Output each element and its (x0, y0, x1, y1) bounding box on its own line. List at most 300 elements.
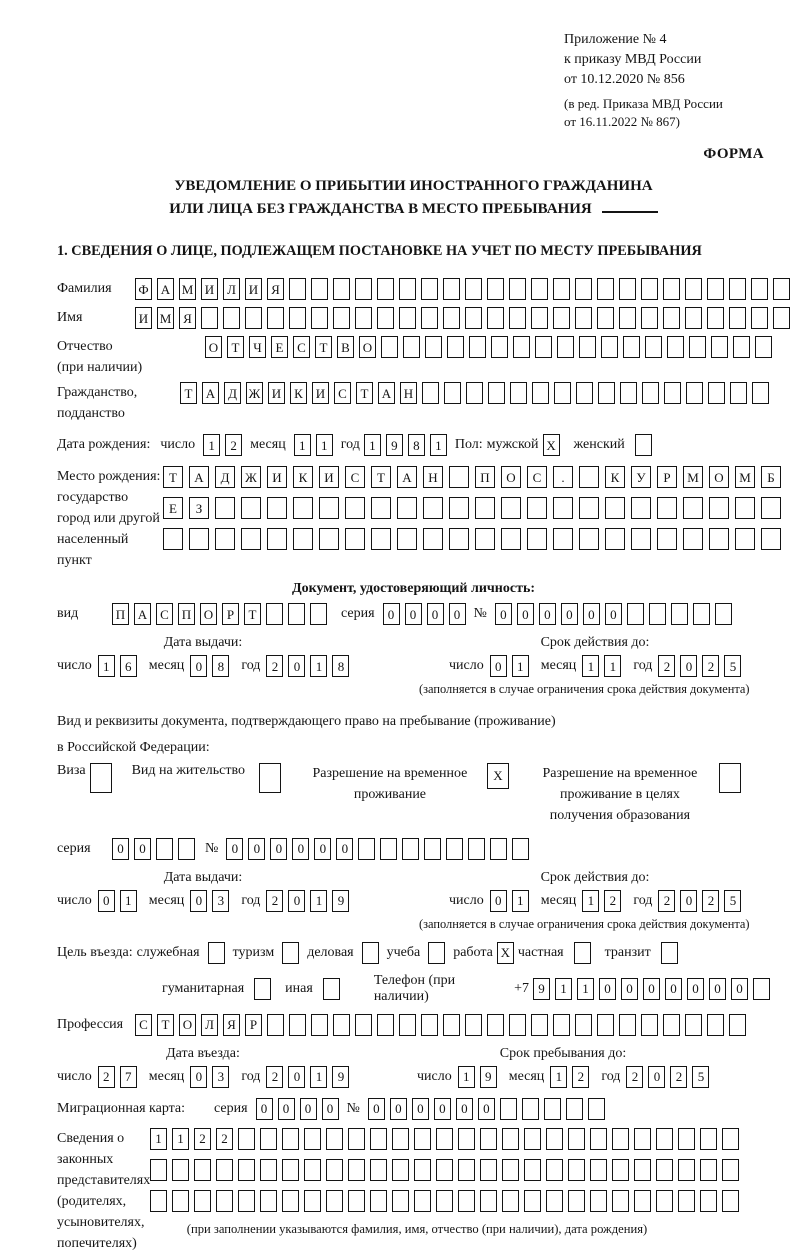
char-cell[interactable] (289, 307, 306, 329)
char-cell[interactable] (708, 382, 725, 404)
char-cell[interactable] (399, 1014, 416, 1036)
char-cell[interactable]: 2 (216, 1128, 233, 1150)
char-cell[interactable]: 2 (194, 1128, 211, 1150)
char-cell[interactable] (444, 382, 461, 404)
char-cell[interactable] (289, 1014, 306, 1036)
char-cell[interactable] (641, 307, 658, 329)
char-cell[interactable]: Б (761, 466, 781, 488)
char-cell[interactable] (755, 336, 772, 358)
char-cell[interactable] (612, 1128, 629, 1150)
char-cell[interactable]: 0 (561, 603, 578, 625)
purpose-work-checkbox[interactable]: X (497, 942, 514, 964)
char-cell[interactable]: 0 (665, 978, 682, 1000)
char-cell[interactable] (282, 1190, 299, 1212)
char-cell[interactable] (553, 307, 570, 329)
char-cell[interactable] (397, 497, 417, 519)
char-cell[interactable]: И (319, 466, 339, 488)
purpose-private-checkbox[interactable] (574, 942, 591, 964)
char-cell[interactable] (527, 497, 547, 519)
char-cell[interactable]: П (112, 603, 129, 625)
char-cell[interactable] (522, 1098, 539, 1120)
char-cell[interactable]: О (200, 603, 217, 625)
char-cell[interactable]: 2 (658, 890, 675, 912)
char-cell[interactable]: П (475, 466, 495, 488)
char-cell[interactable] (532, 382, 549, 404)
char-cell[interactable] (620, 382, 637, 404)
char-cell[interactable] (355, 1014, 372, 1036)
char-cell[interactable]: 0 (288, 890, 305, 912)
char-cell[interactable] (634, 1159, 651, 1181)
char-cell[interactable] (475, 528, 495, 550)
char-cell[interactable] (709, 528, 729, 550)
char-cell[interactable] (683, 528, 703, 550)
char-cell[interactable]: А (378, 382, 395, 404)
char-cell[interactable] (436, 1190, 453, 1212)
char-cell[interactable] (634, 1128, 651, 1150)
char-cell[interactable] (722, 1190, 739, 1212)
char-cell[interactable] (446, 838, 463, 860)
char-cell[interactable]: 1 (604, 655, 621, 677)
char-cell[interactable] (773, 307, 790, 329)
char-cell[interactable] (729, 1014, 746, 1036)
char-cell[interactable]: С (334, 382, 351, 404)
char-cell[interactable] (423, 528, 443, 550)
char-cell[interactable]: 0 (605, 603, 622, 625)
char-cell[interactable] (465, 307, 482, 329)
char-cell[interactable] (480, 1128, 497, 1150)
char-cell[interactable] (345, 528, 365, 550)
char-cell[interactable] (575, 278, 592, 300)
char-cell[interactable] (371, 528, 391, 550)
char-cell[interactable]: . (553, 466, 573, 488)
char-cell[interactable]: 2 (626, 1066, 643, 1088)
char-cell[interactable]: 0 (368, 1098, 385, 1120)
char-cell[interactable] (685, 1014, 702, 1036)
char-cell[interactable] (487, 307, 504, 329)
char-cell[interactable] (421, 278, 438, 300)
char-cell[interactable] (399, 278, 416, 300)
char-cell[interactable]: В (337, 336, 354, 358)
char-cell[interactable] (678, 1159, 695, 1181)
char-cell[interactable]: 0 (336, 838, 353, 860)
char-cell[interactable] (156, 838, 173, 860)
char-cell[interactable] (377, 278, 394, 300)
char-cell[interactable] (510, 382, 527, 404)
char-cell[interactable]: С (293, 336, 310, 358)
char-cell[interactable] (371, 497, 391, 519)
char-cell[interactable] (579, 466, 599, 488)
char-cell[interactable]: 1 (310, 655, 327, 677)
char-cell[interactable]: 1 (98, 655, 115, 677)
char-cell[interactable]: Ч (249, 336, 266, 358)
char-cell[interactable] (326, 1190, 343, 1212)
char-cell[interactable] (194, 1190, 211, 1212)
char-cell[interactable] (656, 1159, 673, 1181)
char-cell[interactable]: О (709, 466, 729, 488)
char-cell[interactable]: 9 (386, 434, 403, 456)
char-cell[interactable]: С (345, 466, 365, 488)
char-cell[interactable] (568, 1128, 585, 1150)
char-cell[interactable] (475, 497, 495, 519)
char-cell[interactable] (546, 1128, 563, 1150)
char-cell[interactable] (531, 1014, 548, 1036)
char-cell[interactable] (623, 336, 640, 358)
char-cell[interactable]: 3 (212, 890, 229, 912)
char-cell[interactable]: Ф (135, 278, 152, 300)
char-cell[interactable] (700, 1128, 717, 1150)
char-cell[interactable] (722, 1159, 739, 1181)
char-cell[interactable]: Д (215, 466, 235, 488)
char-cell[interactable] (590, 1128, 607, 1150)
char-cell[interactable] (553, 1014, 570, 1036)
char-cell[interactable] (370, 1159, 387, 1181)
char-cell[interactable]: Т (180, 382, 197, 404)
char-cell[interactable] (238, 1159, 255, 1181)
char-cell[interactable]: 1 (555, 978, 572, 1000)
char-cell[interactable]: 1 (120, 890, 137, 912)
char-cell[interactable] (282, 1128, 299, 1150)
char-cell[interactable] (751, 307, 768, 329)
char-cell[interactable]: Т (244, 603, 261, 625)
char-cell[interactable]: 0 (648, 1066, 665, 1088)
char-cell[interactable] (588, 1098, 605, 1120)
char-cell[interactable]: С (527, 466, 547, 488)
residence-permit-checkbox[interactable] (259, 763, 281, 793)
char-cell[interactable]: Я (179, 307, 196, 329)
char-cell[interactable] (619, 1014, 636, 1036)
char-cell[interactable]: 0 (190, 655, 207, 677)
char-cell[interactable] (201, 307, 218, 329)
char-cell[interactable]: 0 (300, 1098, 317, 1120)
char-cell[interactable]: 0 (390, 1098, 407, 1120)
char-cell[interactable] (414, 1159, 431, 1181)
char-cell[interactable]: М (157, 307, 174, 329)
char-cell[interactable]: И (245, 278, 262, 300)
char-cell[interactable]: 2 (225, 434, 242, 456)
char-cell[interactable] (241, 497, 261, 519)
char-cell[interactable]: 1 (582, 655, 599, 677)
char-cell[interactable] (693, 603, 710, 625)
char-cell[interactable]: 0 (709, 978, 726, 1000)
char-cell[interactable] (707, 1014, 724, 1036)
purpose-humanitarian-checkbox[interactable] (254, 978, 271, 1000)
char-cell[interactable] (645, 336, 662, 358)
char-cell[interactable] (215, 497, 235, 519)
char-cell[interactable]: 1 (310, 890, 327, 912)
char-cell[interactable] (392, 1190, 409, 1212)
char-cell[interactable] (449, 528, 469, 550)
char-cell[interactable] (641, 278, 658, 300)
char-cell[interactable] (597, 1014, 614, 1036)
char-cell[interactable] (649, 603, 666, 625)
char-cell[interactable]: Т (371, 466, 391, 488)
char-cell[interactable]: 0 (405, 603, 422, 625)
char-cell[interactable]: М (735, 466, 755, 488)
char-cell[interactable] (761, 528, 781, 550)
char-cell[interactable] (590, 1159, 607, 1181)
char-cell[interactable] (189, 528, 209, 550)
char-cell[interactable] (163, 528, 183, 550)
char-cell[interactable]: 0 (621, 978, 638, 1000)
char-cell[interactable] (641, 1014, 658, 1036)
char-cell[interactable] (773, 278, 790, 300)
char-cell[interactable]: К (605, 466, 625, 488)
char-cell[interactable]: 2 (702, 890, 719, 912)
char-cell[interactable]: 0 (490, 655, 507, 677)
char-cell[interactable] (627, 603, 644, 625)
char-cell[interactable] (449, 497, 469, 519)
char-cell[interactable] (260, 1128, 277, 1150)
char-cell[interactable] (223, 307, 240, 329)
char-cell[interactable] (657, 497, 677, 519)
char-cell[interactable] (502, 1128, 519, 1150)
char-cell[interactable]: 8 (332, 655, 349, 677)
char-cell[interactable]: 0 (278, 1098, 295, 1120)
char-cell[interactable] (333, 1014, 350, 1036)
char-cell[interactable] (566, 1098, 583, 1120)
purpose-study-checkbox[interactable] (428, 942, 445, 964)
char-cell[interactable] (424, 838, 441, 860)
char-cell[interactable]: 1 (582, 890, 599, 912)
char-cell[interactable] (685, 278, 702, 300)
char-cell[interactable] (711, 336, 728, 358)
char-cell[interactable] (664, 382, 681, 404)
char-cell[interactable] (355, 278, 372, 300)
char-cell[interactable] (663, 1014, 680, 1036)
char-cell[interactable] (656, 1190, 673, 1212)
char-cell[interactable] (311, 278, 328, 300)
char-cell[interactable]: О (501, 466, 521, 488)
char-cell[interactable] (557, 336, 574, 358)
char-cell[interactable] (700, 1190, 717, 1212)
char-cell[interactable] (761, 497, 781, 519)
char-cell[interactable]: А (202, 382, 219, 404)
char-cell[interactable]: 0 (322, 1098, 339, 1120)
char-cell[interactable] (468, 838, 485, 860)
char-cell[interactable] (707, 307, 724, 329)
char-cell[interactable] (612, 1159, 629, 1181)
char-cell[interactable] (531, 278, 548, 300)
char-cell[interactable] (348, 1159, 365, 1181)
char-cell[interactable]: Р (657, 466, 677, 488)
char-cell[interactable] (304, 1190, 321, 1212)
temp-residence-checkbox[interactable]: X (487, 763, 509, 789)
char-cell[interactable] (509, 307, 526, 329)
char-cell[interactable]: М (179, 278, 196, 300)
char-cell[interactable] (524, 1190, 541, 1212)
char-cell[interactable] (304, 1128, 321, 1150)
char-cell[interactable] (590, 1190, 607, 1212)
char-cell[interactable] (458, 1159, 475, 1181)
char-cell[interactable] (524, 1159, 541, 1181)
char-cell[interactable] (216, 1190, 233, 1212)
char-cell[interactable]: 2 (572, 1066, 589, 1088)
char-cell[interactable] (241, 528, 261, 550)
char-cell[interactable] (377, 1014, 394, 1036)
char-cell[interactable]: 0 (731, 978, 748, 1000)
char-cell[interactable] (752, 382, 769, 404)
char-cell[interactable]: А (189, 466, 209, 488)
char-cell[interactable] (414, 1190, 431, 1212)
char-cell[interactable]: Ж (241, 466, 261, 488)
char-cell[interactable] (172, 1159, 189, 1181)
char-cell[interactable]: 1 (550, 1066, 567, 1088)
char-cell[interactable] (509, 278, 526, 300)
char-cell[interactable] (480, 1159, 497, 1181)
char-cell[interactable] (575, 307, 592, 329)
char-cell[interactable] (568, 1190, 585, 1212)
char-cell[interactable]: 0 (434, 1098, 451, 1120)
char-cell[interactable]: 2 (98, 1066, 115, 1088)
char-cell[interactable] (377, 307, 394, 329)
char-cell[interactable] (733, 336, 750, 358)
char-cell[interactable] (500, 1098, 517, 1120)
char-cell[interactable] (326, 1159, 343, 1181)
char-cell[interactable] (535, 336, 552, 358)
char-cell[interactable]: С (135, 1014, 152, 1036)
char-cell[interactable] (288, 603, 305, 625)
char-cell[interactable]: 1 (203, 434, 220, 456)
char-cell[interactable] (707, 278, 724, 300)
char-cell[interactable] (397, 528, 417, 550)
char-cell[interactable] (421, 1014, 438, 1036)
char-cell[interactable]: 1 (150, 1128, 167, 1150)
char-cell[interactable]: 0 (490, 890, 507, 912)
char-cell[interactable]: 9 (332, 1066, 349, 1088)
char-cell[interactable]: 2 (702, 655, 719, 677)
char-cell[interactable] (663, 278, 680, 300)
char-cell[interactable] (642, 382, 659, 404)
char-cell[interactable]: 9 (533, 978, 550, 1000)
char-cell[interactable]: 9 (480, 1066, 497, 1088)
char-cell[interactable]: 1 (294, 434, 311, 456)
char-cell[interactable]: 1 (577, 978, 594, 1000)
char-cell[interactable] (267, 1014, 284, 1036)
char-cell[interactable] (423, 497, 443, 519)
char-cell[interactable] (487, 278, 504, 300)
char-cell[interactable] (348, 1190, 365, 1212)
char-cell[interactable] (663, 307, 680, 329)
purpose-business-checkbox[interactable] (362, 942, 379, 964)
char-cell[interactable]: А (134, 603, 151, 625)
char-cell[interactable]: 1 (512, 655, 529, 677)
char-cell[interactable] (678, 1128, 695, 1150)
char-cell[interactable] (730, 382, 747, 404)
char-cell[interactable] (685, 307, 702, 329)
char-cell[interactable] (447, 336, 464, 358)
char-cell[interactable] (689, 336, 706, 358)
char-cell[interactable] (293, 497, 313, 519)
char-cell[interactable] (449, 466, 469, 488)
char-cell[interactable] (310, 603, 327, 625)
char-cell[interactable] (619, 307, 636, 329)
char-cell[interactable] (490, 838, 507, 860)
char-cell[interactable] (178, 838, 195, 860)
visa-checkbox[interactable] (90, 763, 112, 793)
char-cell[interactable] (267, 307, 284, 329)
char-cell[interactable] (612, 1190, 629, 1212)
char-cell[interactable] (266, 603, 283, 625)
char-cell[interactable] (326, 1128, 343, 1150)
char-cell[interactable] (715, 603, 732, 625)
char-cell[interactable] (421, 307, 438, 329)
char-cell[interactable]: Т (315, 336, 332, 358)
char-cell[interactable] (491, 336, 508, 358)
char-cell[interactable] (215, 528, 235, 550)
char-cell[interactable]: 0 (98, 890, 115, 912)
char-cell[interactable] (345, 497, 365, 519)
char-cell[interactable]: О (205, 336, 222, 358)
char-cell[interactable] (568, 1159, 585, 1181)
char-cell[interactable]: 0 (270, 838, 287, 860)
char-cell[interactable] (469, 336, 486, 358)
char-cell[interactable]: И (312, 382, 329, 404)
char-cell[interactable]: Т (356, 382, 373, 404)
char-cell[interactable] (753, 978, 770, 1000)
char-cell[interactable] (546, 1190, 563, 1212)
char-cell[interactable] (553, 278, 570, 300)
char-cell[interactable]: 6 (120, 655, 137, 677)
purpose-other-checkbox[interactable] (323, 978, 340, 1000)
char-cell[interactable]: Д (224, 382, 241, 404)
char-cell[interactable]: 1 (458, 1066, 475, 1088)
char-cell[interactable]: 0 (288, 655, 305, 677)
char-cell[interactable] (487, 1014, 504, 1036)
char-cell[interactable] (443, 307, 460, 329)
char-cell[interactable] (392, 1128, 409, 1150)
char-cell[interactable] (667, 336, 684, 358)
char-cell[interactable]: Я (267, 278, 284, 300)
char-cell[interactable] (333, 307, 350, 329)
char-cell[interactable] (657, 528, 677, 550)
char-cell[interactable] (304, 1159, 321, 1181)
char-cell[interactable] (260, 1190, 277, 1212)
char-cell[interactable] (512, 838, 529, 860)
char-cell[interactable] (465, 1014, 482, 1036)
char-cell[interactable] (671, 603, 688, 625)
char-cell[interactable] (700, 1159, 717, 1181)
char-cell[interactable]: 1 (316, 434, 333, 456)
char-cell[interactable]: О (179, 1014, 196, 1036)
char-cell[interactable]: 8 (212, 655, 229, 677)
char-cell[interactable]: О (359, 336, 376, 358)
char-cell[interactable]: 0 (256, 1098, 273, 1120)
char-cell[interactable] (293, 528, 313, 550)
char-cell[interactable]: Е (271, 336, 288, 358)
char-cell[interactable] (267, 528, 287, 550)
char-cell[interactable] (289, 278, 306, 300)
char-cell[interactable] (399, 307, 416, 329)
char-cell[interactable] (722, 1128, 739, 1150)
char-cell[interactable] (527, 528, 547, 550)
char-cell[interactable] (597, 307, 614, 329)
char-cell[interactable] (709, 497, 729, 519)
char-cell[interactable] (458, 1190, 475, 1212)
char-cell[interactable] (380, 838, 397, 860)
char-cell[interactable]: Я (223, 1014, 240, 1036)
char-cell[interactable] (544, 1098, 561, 1120)
char-cell[interactable]: К (293, 466, 313, 488)
char-cell[interactable] (194, 1159, 211, 1181)
char-cell[interactable]: 0 (427, 603, 444, 625)
char-cell[interactable]: Р (245, 1014, 262, 1036)
char-cell[interactable]: 8 (408, 434, 425, 456)
sex-male-checkbox[interactable]: X (543, 434, 560, 456)
char-cell[interactable] (355, 307, 372, 329)
char-cell[interactable]: И (267, 466, 287, 488)
char-cell[interactable] (598, 382, 615, 404)
char-cell[interactable] (245, 307, 262, 329)
